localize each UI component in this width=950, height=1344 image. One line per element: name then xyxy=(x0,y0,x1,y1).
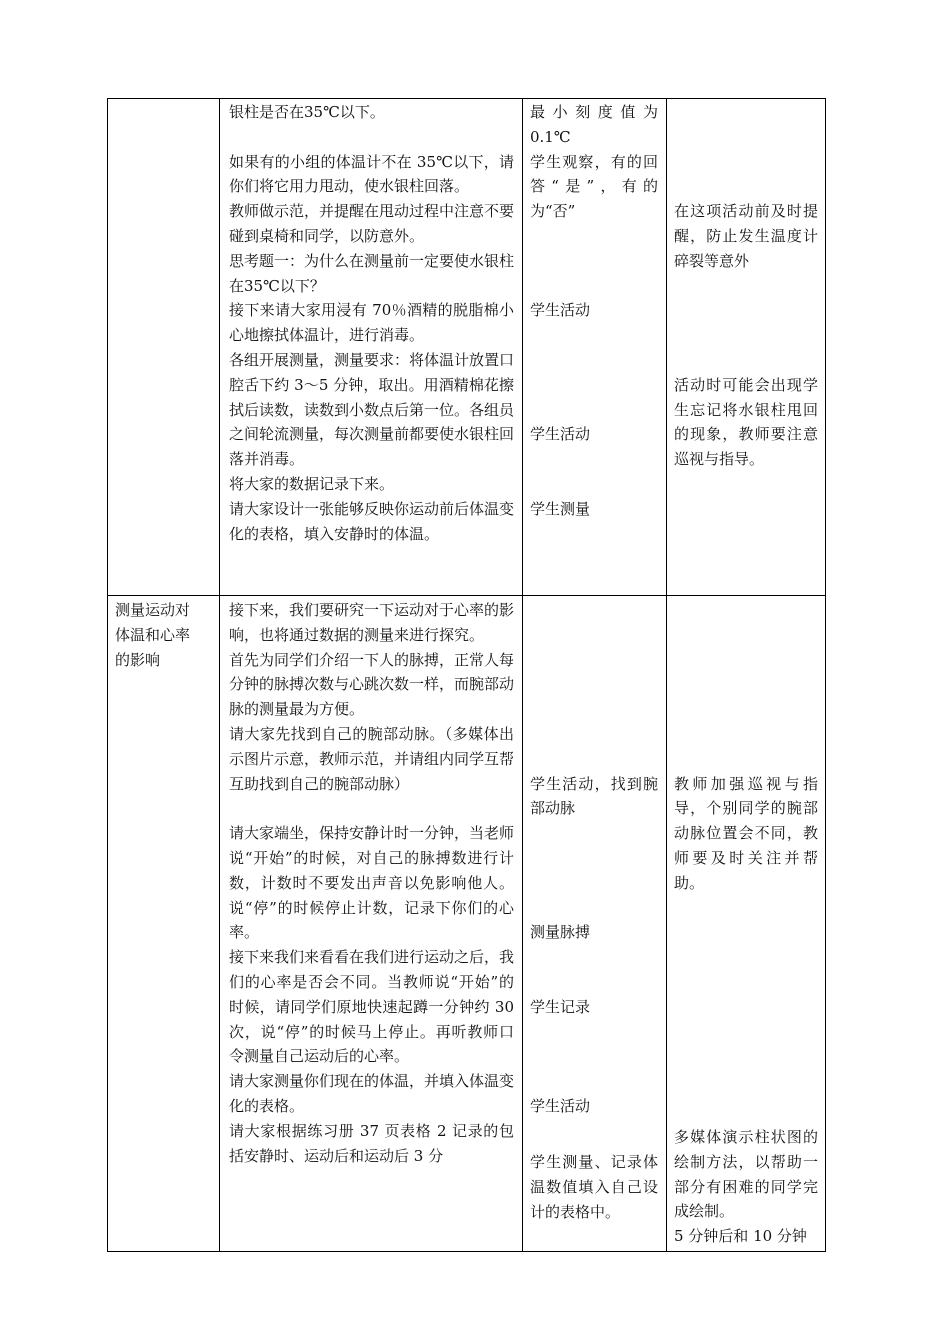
student-activity: 学生测量 xyxy=(530,499,591,518)
blank-line xyxy=(229,796,514,821)
student-activity: 学生活动 xyxy=(530,301,591,320)
table-top-border xyxy=(107,98,826,99)
process-paragraph: 请大家根据练习册 37 页表格 2 记录的包括安静时、运动后和运动后 3 分 xyxy=(229,1121,514,1165)
table-row-divider xyxy=(107,595,826,596)
process-paragraph: 请大家先找到自己的腕部动脉。（多媒体出示图片示意，教师示范，并请组内同学互帮互助找到自己的腕部动脉） xyxy=(229,724,515,793)
design-note: 教师加强巡视与指导，个别同学的腕部动脉位置会不同，教师要及时关注并帮助。 xyxy=(674,774,818,892)
process-paragraph: 各组开展测量，测量要求：将体温计放置口腔舌下约 3～5 分钟，取出。用酒精棉花擦拭后读数，读数到小数点后第一位。各组员之间轮流测量，每次测量前都要使水银柱回落并消毒。 xyxy=(229,350,515,469)
blank-line xyxy=(229,125,514,150)
process-paragraph: 请大家测量你们现在的体温，并填入体温变化的表格。 xyxy=(229,1072,515,1115)
student-activity: 学生测量、记录体温数值填入自己设计的表格中。 xyxy=(530,1153,658,1221)
row1-process-cell xyxy=(229,100,514,546)
process-paragraph: 将大家的数据记录下来。 xyxy=(229,474,395,493)
student-activity: 测量脉搏 xyxy=(530,923,591,942)
process-paragraph: 请大家端坐，保持安静计时一分钟，当老师说“开始”的时候，对自己的脉搏数进行计数，计数时不要发出声音以免影响他人。说“停”的时候停止计数，记录下你们的心率。 xyxy=(229,824,515,942)
lesson-plan-table xyxy=(107,98,826,1252)
table-bottom-border xyxy=(107,1251,826,1252)
student-activity: 学生观察，有的回答“是”，有的为“否” xyxy=(530,152,658,221)
table-divider-2 xyxy=(522,98,523,1252)
student-activity: 学生记录 xyxy=(530,997,591,1016)
student-activity: 最小刻度值为0.1℃ xyxy=(530,103,658,146)
topic-line: 的影响 xyxy=(115,650,161,669)
process-paragraph: 接下来，我们要研究一下运动对于心率的影响，也将通过数据的测量来进行探究。 xyxy=(229,601,515,644)
process-paragraph: 教师做示范，并提醒在甩动过程中注意不要碰到桌椅和同学，以防意外。 xyxy=(229,202,515,245)
student-activity: 学生活动 xyxy=(530,1097,591,1115)
design-note: 活动时可能会出现学生忘记将水银柱甩回的现象，教师要注意巡视与指导。 xyxy=(674,375,818,469)
process-paragraph: 首先为同学们介绍一下人的脉搏，正常人每分钟的脉搏次数与心跳次数一样，而腕部动脉的测量最为方便。 xyxy=(229,650,515,719)
table-divider-3 xyxy=(666,98,667,1252)
process-paragraph: 接下来我们来看看在我们进行运动之后，我们的心率是否会不同。当教师说“开始”的时候，请同学们原地快速起蹲一分钟约 30 次，说“停”的时候马上停止。再听教师口令测量自己运动后的心率。 xyxy=(229,948,519,1066)
topic-line: 体温和心率 xyxy=(115,625,191,644)
row2-topic-cell xyxy=(115,598,215,672)
table-divider-1 xyxy=(219,98,220,1252)
process-paragraph: 银柱是否在35℃以下。 xyxy=(229,103,385,121)
process-paragraph: 如果有的小组的体温计不在 35℃以下，请你们将它用力甩动，使水银柱回落。 xyxy=(229,152,514,196)
row2-process-cell xyxy=(229,598,519,1168)
table-left-border xyxy=(107,98,108,1252)
design-note: 多媒体演示柱状图的绘制方法，以帮助一部分有困难的同学完成绘制。 xyxy=(674,1128,818,1221)
design-note: 5 分钟后和 10 分钟 xyxy=(674,1227,807,1245)
process-paragraph: 请大家设计一张能够反映你运动前后体温变化的表格，填入安静时的体温。 xyxy=(229,499,515,543)
process-paragraph: 思考题一：为什么在测量前一定要使水银柱在35℃以下？ xyxy=(229,251,515,295)
table-right-border xyxy=(825,98,826,1252)
design-note: 在这项活动前及时提醒，防止发生温度计碎裂等意外 xyxy=(674,202,818,270)
process-paragraph: 接下来请大家用浸有 70％酒精的脱脂棉小心地擦拭体温计，进行消毒。 xyxy=(229,301,514,345)
student-activity: 学生活动 xyxy=(530,425,591,444)
topic-line: 测量运动对 xyxy=(115,601,191,619)
student-activity: 学生活动，找到腕部动脉 xyxy=(530,774,658,818)
